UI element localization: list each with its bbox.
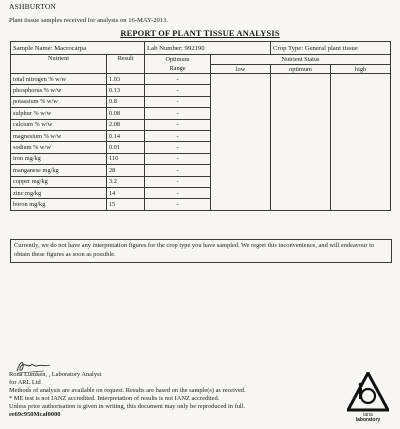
table-row: [11, 108, 391, 119]
status-low-cell: [211, 119, 271, 130]
result-cell: 0.14: [107, 130, 145, 141]
status-high-cell: [331, 176, 391, 187]
range-cell: -: [145, 74, 211, 85]
range-cell: -: [145, 187, 211, 198]
logo-line-1: iana: [363, 412, 373, 418]
status-high-cell: [331, 96, 391, 107]
nutrient-cell: copper mg/kg: [11, 176, 107, 187]
status-optimum-cell: [271, 108, 331, 119]
nutrient-cell: magnesium % w/w: [11, 130, 107, 141]
result-cell: 110: [107, 153, 145, 164]
status-optimum-cell: [271, 187, 331, 198]
table-row: [11, 142, 391, 153]
table-row: [11, 96, 391, 107]
status-optimum-cell: [271, 165, 331, 176]
range-header: Range: [145, 65, 211, 74]
result-cell: 15: [107, 199, 145, 210]
result-cell: 1.03: [107, 74, 145, 85]
crop-type: Crop Type: General plant tissue: [271, 42, 391, 55]
range-cell: -: [145, 176, 211, 187]
lab-number: Lab Number: 992190: [145, 42, 271, 55]
table-row: [11, 187, 391, 198]
status-high-cell: [331, 119, 391, 130]
interpretation-note: Currently, we do not have any interpretation figures for the crop type you have sampled. We regret this inconvenience, and will endeavour to obtain these figures as soon as possible.: [10, 239, 392, 263]
status-optimum-cell: [271, 74, 331, 85]
status-high-cell: [331, 85, 391, 96]
status-low-cell: [211, 108, 271, 119]
result-cell: 0.13: [107, 85, 145, 96]
report-title: REPORT OF PLANT TISSUE ANALYSIS: [120, 29, 280, 38]
status-high-cell: [331, 187, 391, 198]
result-cell: 0.08: [107, 108, 145, 119]
range-cell: -: [145, 119, 211, 130]
result-header: Result: [107, 55, 145, 74]
range-cell: -: [145, 96, 211, 107]
nutrient-cell: manganese mg/kg: [11, 165, 107, 176]
status-optimum-cell: [271, 199, 331, 210]
range-cell: -: [145, 199, 211, 210]
status-high-cell: [331, 130, 391, 141]
status-low-cell: [211, 96, 271, 107]
status-low-cell: [211, 199, 271, 210]
company-name: for ARL Ltd: [9, 378, 41, 386]
received-line: Plant tissue samples received for analysis on 16-MAY-2013.: [9, 17, 169, 24]
logo-text: [345, 413, 391, 423]
nutrient-cell: boron mg/kg: [11, 199, 107, 210]
nutrient-cell: potassium % w/w: [11, 96, 107, 107]
status-low-cell: [211, 85, 271, 96]
table-row: [11, 199, 391, 210]
status-low-cell: [211, 142, 271, 153]
status-high-cell: [331, 153, 391, 164]
lab-location: ASHBURTON: [9, 2, 57, 11]
table-row: [11, 119, 391, 130]
nutrient-cell: sodium % w/w: [11, 142, 107, 153]
accreditation-note: * ME test is not IANZ accredited. Interpretation of results is not IANZ accredited.: [9, 394, 220, 402]
result-cell: 0.01: [107, 142, 145, 153]
optimum-status-header: optimum: [271, 65, 331, 74]
status-low-cell: [211, 130, 271, 141]
result-cell: 0.8: [107, 96, 145, 107]
result-cell: 14: [107, 187, 145, 198]
nutrient-cell: calcium % w/w: [11, 119, 107, 130]
status-optimum-cell: [271, 153, 331, 164]
range-cell: -: [145, 108, 211, 119]
range-cell: -: [145, 153, 211, 164]
nutrient-cell: iron mg/kg: [11, 153, 107, 164]
optimum-header: Optimum: [145, 55, 211, 65]
result-cell: 28: [107, 165, 145, 176]
result-cell: 2.08: [107, 119, 145, 130]
table-row: [11, 85, 391, 96]
range-cell: -: [145, 165, 211, 176]
status-optimum-cell: [271, 119, 331, 130]
table-row: [11, 130, 391, 141]
status-header: Nutrient Status: [211, 55, 391, 65]
status-low-cell: [211, 187, 271, 198]
status-high-cell: [331, 74, 391, 85]
table-row: [11, 165, 391, 176]
methods-note: Methods of analysis are available on request. Results are based on the sample(s) as received.: [9, 386, 246, 394]
range-cell: -: [145, 142, 211, 153]
status-high-cell: [331, 199, 391, 210]
status-low-cell: [211, 153, 271, 164]
range-cell: -: [145, 85, 211, 96]
table-row: [11, 74, 391, 85]
status-low-cell: [211, 165, 271, 176]
nutrient-cell: sulphur % w/w: [11, 108, 107, 119]
nutrient-cell: total nitrogen % w/w: [11, 74, 107, 85]
reproduction-note: Unless prior authorisation is given in writing, this document may only be reproduced in full.: [9, 402, 246, 410]
footer: [9, 371, 246, 418]
table-row: [11, 176, 391, 187]
result-cell: 3.2: [107, 176, 145, 187]
status-optimum-cell: [271, 142, 331, 153]
status-low-cell: [211, 176, 271, 187]
analyst-name: Rona Lumken, , Laboratory Analyst: [9, 371, 102, 378]
high-header: high: [331, 65, 391, 74]
status-optimum-cell: [271, 96, 331, 107]
logo-line-2: laboratory: [355, 417, 381, 423]
document-code: ee69c950Mcaf0000: [9, 410, 61, 418]
status-optimum-cell: [271, 85, 331, 96]
status-high-cell: [331, 142, 391, 153]
status-optimum-cell: [271, 176, 331, 187]
status-low-cell: [211, 74, 271, 85]
sample-name: Sample Name: Macrocarpa: [11, 42, 145, 55]
low-header: low: [211, 65, 271, 74]
table-row: [11, 153, 391, 164]
status-optimum-cell: [271, 130, 331, 141]
range-cell: -: [145, 130, 211, 141]
nutrient-cell: phosphorus % w/w: [11, 85, 107, 96]
nutrient-cell: zinc mg/kg: [11, 187, 107, 198]
results-table: [10, 41, 391, 211]
nutrient-header: Nutrient: [11, 55, 107, 74]
status-high-cell: [331, 165, 391, 176]
status-high-cell: [331, 108, 391, 119]
